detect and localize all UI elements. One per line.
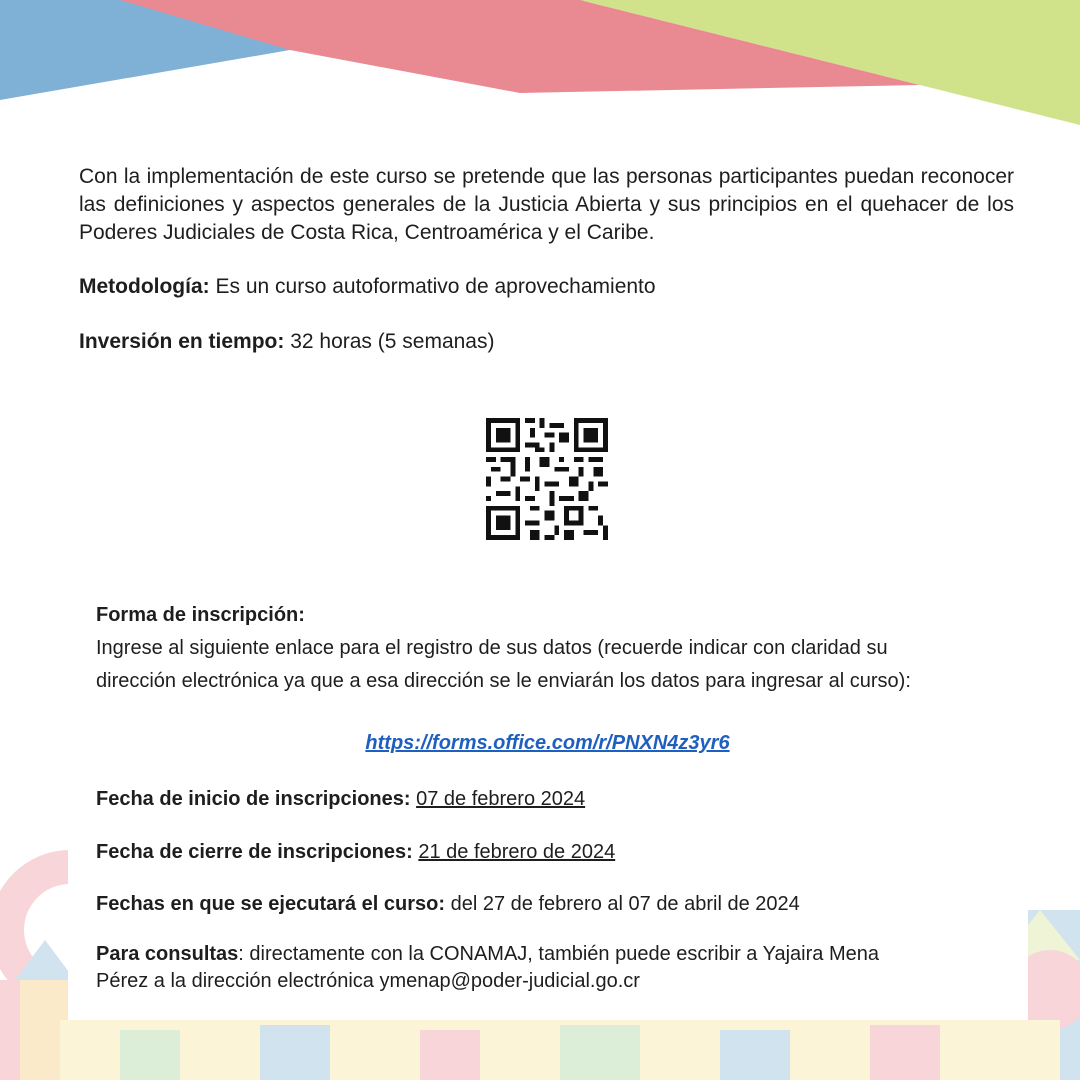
course-dates-line [96, 888, 800, 921]
course-dates-value: del 27 de febrero al 07 de abril de 2024 [450, 893, 800, 915]
registration-start-label: Fecha de inicio de inscripciones: [96, 788, 411, 810]
contact-line-2: Pérez a la dirección electrónica ymenap@poder-judicial.go.cr [96, 970, 640, 992]
registration-end-label: Fecha de cierre de inscripciones: [96, 841, 413, 863]
registration-section [96, 599, 911, 698]
intro-paragraph: Con la implementación de este curso se pretende que las personas participantes puedan reconocer las definiciones y aspectos generales de la Justicia Abierta y sus principios en el quehacer de los Poderes Judiciales de Costa Rica, Centroamérica y el Caribe. [79, 165, 1014, 244]
qr-code-icon[interactable] [486, 418, 608, 540]
registration-end-date: 21 de febrero de 2024 [418, 841, 616, 863]
time-investment-value: 32 horas (5 semanas) [284, 330, 495, 353]
registration-line-2: dirección electrónica ya que a esa dirección se le enviarán los datos para ingresar al curso): [96, 670, 911, 692]
time-investment-line [79, 330, 494, 354]
contact-label: Para consultas [96, 943, 239, 965]
methodology-line [79, 275, 656, 299]
contact-line-1: : directamente con la CONAMAJ, también puede escribir a Yajaira Mena [238, 943, 879, 965]
registration-end-line [96, 836, 615, 869]
methodology-label: Metodología: [79, 275, 210, 298]
registration-start-line [96, 783, 585, 816]
header-banner-art [0, 0, 1080, 140]
registration-start-date: 07 de febrero 2024 [416, 788, 586, 810]
registration-title: Forma de inscripción: [96, 604, 305, 626]
course-dates-label: Fechas en que se ejecutará el curso: [96, 893, 446, 915]
registration-line-1: Ingrese al siguiente enlace para el registro de sus datos (recuerde indicar con claridad su [96, 637, 888, 659]
methodology-value: Es un curso autoformativo de aprovechamiento [209, 275, 656, 298]
time-investment-label: Inversión en tiempo: [79, 330, 285, 353]
contact-section [96, 941, 879, 995]
registration-link[interactable]: https://forms.office.com/r/PNXN4z3yr6 [365, 732, 730, 754]
